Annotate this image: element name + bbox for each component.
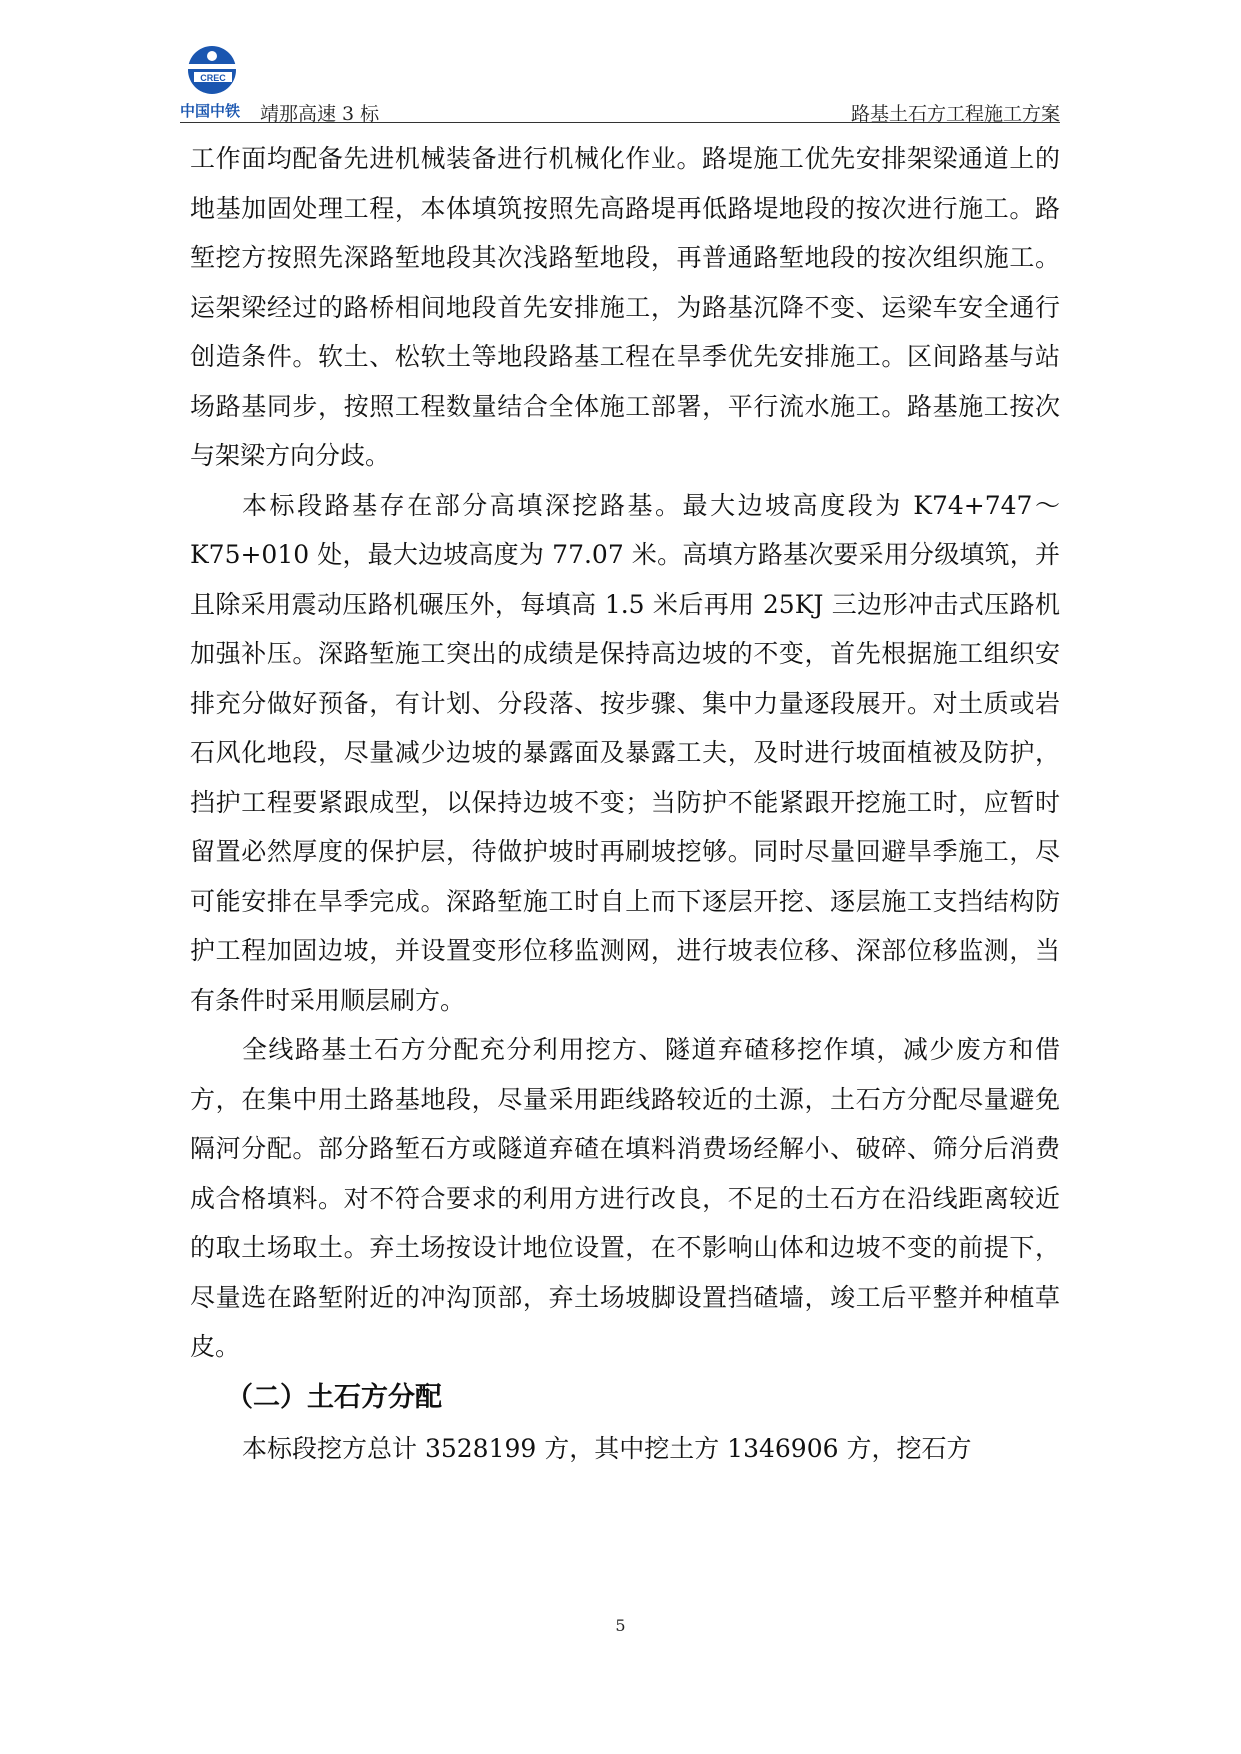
page-number: 5 <box>615 1616 626 1635</box>
paragraph-4: 本标段挖方总计 3528199 方，其中挖土方 1346906 方，挖石方 <box>242 1433 972 1463</box>
header-divider <box>180 122 1060 123</box>
project-name: 靖那高速 3 标 <box>260 103 380 125</box>
svg-text:CREC: CREC <box>200 73 226 83</box>
page-content <box>190 134 1060 1473</box>
paragraph-2: 本标段路基存在部分高填深挖路基。最大边坡高度段为 K74+747～K75+010 处，最大边坡高度为 77.07 米。高填方路基次要采用分级填筑，并且除采用震动压路机碾压外，每填高 1.5 米后再用 25KJ 三边形冲击式压路机加强补压。深路堑施工突出的成绩是保持高边坡的不变，首先根据施工组织安排充分做好预备，有计划、分段落、按步骤、集中力量逐段展开。对土质或岩石风化地段，尽量减少边坡的暴露面及暴露工夫，及时进行坡面植被及防护，挡护工程要紧跟成型，以保持边坡不变；当防护不能紧跟开挖施工时，应暂时留置必然厚度的保护层，待做护坡时再刷坡挖够。同时尽量回避旱季施工，尽可能安排在旱季完成。深路堑施工时自上而下逐层开挖、逐层施工支挡结构防护工程加固边坡，并设置变形位移监测网，进行坡表位移、深部位移监测，当有条件时采用顺层刷方。 <box>190 490 1060 1015</box>
section-heading: （二）土石方分配 <box>226 1381 442 1413</box>
paragraph-3: 全线路基土石方分配充分利用挖方、隧道弃碴移挖作填，减少废方和借方，在集中用土路基地段，尽量采用距线路较近的土源，土石方分配尽量避免隔河分配。部分路堑石方或隧道弃碴在填料消费场经解小、破碎、筛分后消费成合格填料。对不符合要求的利用方进行改良，不足的土石方在沿线距离较近的取土场取土。弃土场按设计地位设置，在不影响山体和边坡不变的前提下，尽量选在路堑附近的冲沟顶部，弃土场坡脚设置挡碴墙，竣工后平整并种植草皮。 <box>190 1035 1060 1361</box>
page-header <box>180 44 1060 124</box>
document-title: 路基土石方工程施工方案 <box>850 103 1060 125</box>
logo-caption: 中国中铁 <box>180 102 241 120</box>
paragraph-1: 工作面均配备先进机械装备进行机械化作业。路堤施工优先安排架梁通道上的地基加固处理工程，本体填筑按照先高路堤再低路堤地段的按次进行施工。路堑挖方按照先深路堑地段其次浅路堑地段，再普通路堑地段的按次组织施工。运架梁经过的路桥相间地段首先安排施工，为路基沉降不变、运梁车安全通行创造条件。软土、松软土等地段路基工程在旱季优先安排施工。区间路基与站场路基同步，按照工程数量结合全体施工部署，平行流水施工。路基施工按次与架梁方向分歧。 <box>190 144 1060 470</box>
